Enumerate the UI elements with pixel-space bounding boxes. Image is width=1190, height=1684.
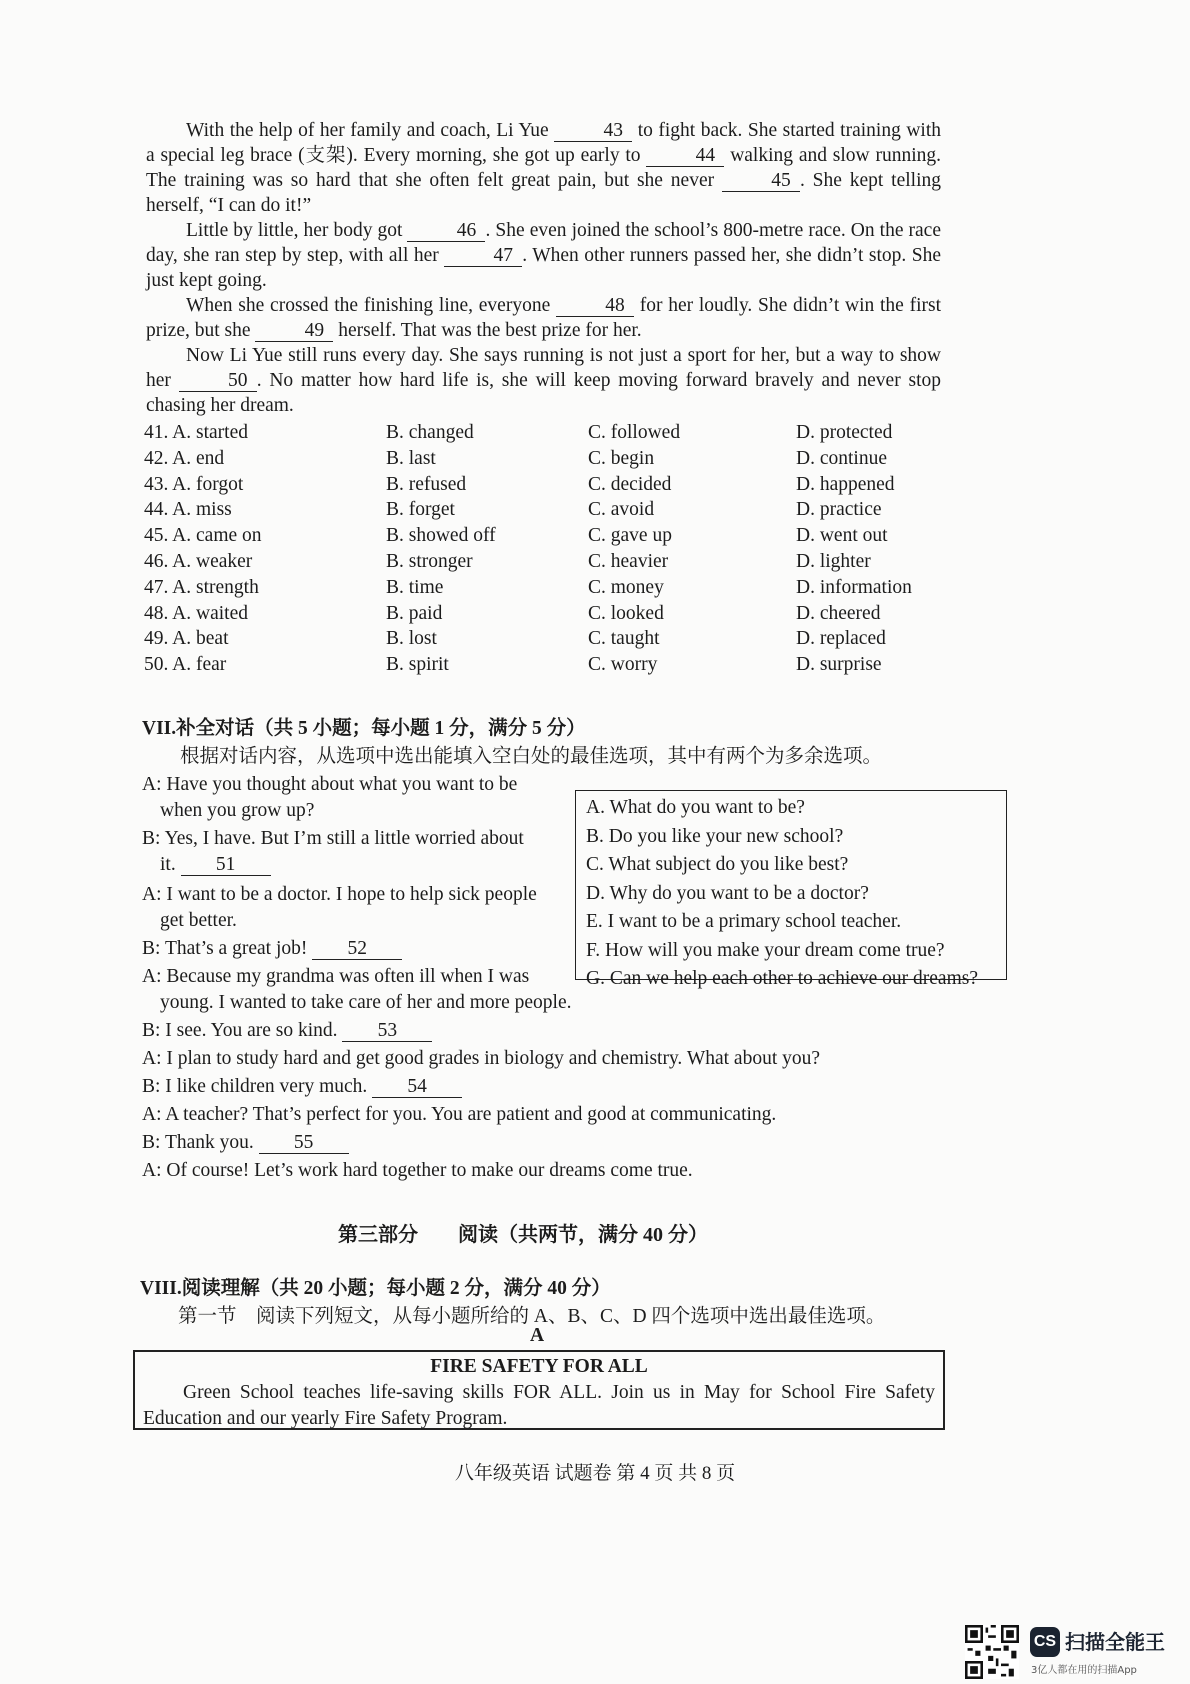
fire-safety-box bbox=[133, 1350, 945, 1430]
option-b: B. changed bbox=[386, 422, 474, 443]
cloze-paragraph-1 bbox=[146, 118, 941, 218]
blank-46: 46 bbox=[407, 221, 485, 242]
option-row-42 bbox=[144, 446, 964, 472]
blank-47: 47 bbox=[444, 246, 522, 267]
option-row-43 bbox=[144, 472, 964, 498]
option-b: B. refused bbox=[386, 473, 467, 495]
choice-a: A. What do you want to be? bbox=[586, 797, 805, 818]
option-row-41 bbox=[144, 420, 964, 446]
blank-48: 48 bbox=[556, 296, 634, 317]
option-c: C. looked bbox=[588, 602, 664, 624]
blank-50: 50 bbox=[179, 371, 257, 392]
dialogue-line bbox=[142, 852, 572, 878]
section-8-instruction: 第一节 阅读下列短文，从每小题所给的 A、B、C、D 四个选项中选出最佳选项。 bbox=[178, 1306, 886, 1327]
choice-b: B. Do you like your new school? bbox=[586, 825, 844, 847]
option-b: B. time bbox=[386, 576, 444, 598]
dialogue-line: when you grow up? bbox=[160, 800, 315, 821]
text: B: That’s a great job! bbox=[142, 938, 308, 959]
brand-name: 扫描全能王 bbox=[1065, 1630, 1165, 1654]
blank-49: 49 bbox=[255, 321, 333, 342]
option-a: 41. A. started bbox=[144, 422, 248, 443]
dialogue-line: A: I plan to study hard and get good grades in biology and chemistry. What about you? bbox=[142, 1048, 821, 1069]
scanner-watermark bbox=[965, 1625, 1175, 1681]
blank-54: 54 bbox=[372, 1077, 462, 1098]
option-d: D. cheered bbox=[796, 602, 881, 624]
option-c: C. followed bbox=[588, 422, 681, 443]
option-row-45 bbox=[144, 523, 964, 549]
option-a: 46. A. weaker bbox=[144, 550, 253, 572]
option-c: C. begin bbox=[588, 447, 655, 469]
dialogue-line: A: Have you thought about what you want to be bbox=[142, 774, 518, 795]
text: B: I see. You are so kind. bbox=[142, 1020, 338, 1041]
choice-e: E. I want to be a primary school teacher. bbox=[586, 911, 902, 932]
dialogue-full bbox=[142, 990, 1002, 1184]
option-d: D. happened bbox=[796, 473, 895, 495]
option-b: B. spirit bbox=[386, 654, 449, 676]
option-d: D. replaced bbox=[796, 628, 886, 650]
text: . When other runners passed her, she didn’t stop. She just kept going. bbox=[146, 245, 941, 291]
text: it. bbox=[160, 854, 176, 875]
option-b: B. last bbox=[386, 447, 436, 469]
blank-55: 55 bbox=[259, 1133, 349, 1154]
blank-43: 43 bbox=[554, 121, 632, 142]
fire-safety-title: FIRE SAFETY FOR ALL bbox=[430, 1356, 648, 1377]
blank-45: 45 bbox=[722, 171, 800, 192]
choice-f: F. How will you make your dream come true? bbox=[586, 939, 945, 961]
option-row-47 bbox=[144, 575, 964, 601]
dialogue-line: get better. bbox=[160, 910, 237, 931]
option-c: C. worry bbox=[588, 654, 658, 676]
option-row-49 bbox=[144, 626, 964, 652]
text: to fight back. She started training with a special leg brace (支架). Every morning, she got up early to bbox=[146, 120, 941, 166]
option-c: C. avoid bbox=[588, 499, 655, 521]
option-d: D. information bbox=[796, 576, 912, 598]
dialogue-line bbox=[142, 1018, 1002, 1044]
text: . She even joined the school’s 800-metre race. On the race day, she ran step by step, with all her bbox=[146, 220, 941, 266]
option-c: C. taught bbox=[588, 628, 660, 650]
choice-c: C. What subject do you like best? bbox=[586, 854, 849, 875]
option-d: D. surprise bbox=[796, 654, 882, 676]
part-3-title: 第三部分 阅读（共两节，满分 40 分） bbox=[338, 1224, 708, 1246]
option-b: B. lost bbox=[386, 628, 437, 650]
camscanner-logo: CS bbox=[1030, 1627, 1060, 1657]
blank-53: 53 bbox=[342, 1021, 432, 1042]
option-c: C. heavier bbox=[588, 550, 669, 572]
text: Now Li Yue still runs every day. She says running is not just a sport for her, but a way to show her bbox=[146, 345, 941, 391]
dialogue-line: A: Of course! Let’s work hard together to make our dreams come true. bbox=[142, 1160, 693, 1181]
text: . She kept telling herself, “I can do it!” bbox=[146, 170, 941, 216]
option-a: 44. A. miss bbox=[144, 499, 232, 521]
text: With the help of her family and coach, Li Yue bbox=[186, 120, 555, 141]
dialogue-choices-box bbox=[575, 790, 1007, 989]
fire-safety-text: Green School teaches life-saving skills FOR ALL. Join us in May for School Fire Safety Education and our yearly Fire Safety Program. bbox=[143, 1382, 935, 1429]
text: B: Thank you. bbox=[142, 1132, 254, 1153]
text: B: I like children very much. bbox=[142, 1076, 368, 1097]
dialogue-line: A: Because my grandma was often ill when I was bbox=[142, 966, 530, 987]
text: . No matter how hard life is, she will keep moving forward bravely and never stop chasing her dream. bbox=[146, 370, 941, 416]
option-a: 42. A. end bbox=[144, 447, 225, 469]
cloze-paragraph-3 bbox=[146, 293, 941, 343]
option-c: C. gave up bbox=[588, 525, 672, 547]
qr-code-icon bbox=[965, 1625, 1019, 1679]
option-b: B. forget bbox=[386, 499, 455, 521]
text: walking and slow running. The training was so hard that she often felt great pain, but she never bbox=[146, 145, 941, 191]
blank-51: 51 bbox=[181, 855, 271, 876]
dialogue-line: young. I wanted to take care of her and more people. bbox=[160, 992, 572, 1013]
blank-52: 52 bbox=[312, 939, 402, 960]
section-7-instruction: 根据对话内容，从选项中选出能填入空白处的最佳选项，其中有两个为多余选项。 bbox=[180, 746, 883, 767]
blank-44: 44 bbox=[646, 146, 724, 167]
cloze-paragraph-4 bbox=[146, 343, 941, 418]
option-d: D. protected bbox=[796, 422, 893, 443]
cloze-paragraph-2 bbox=[146, 218, 941, 293]
choice-g: G. Can we help each other to achieve our dreams? bbox=[586, 968, 978, 989]
option-c: C. decided bbox=[588, 473, 672, 495]
option-d: D. continue bbox=[796, 447, 887, 469]
text: Little by little, her body got bbox=[186, 220, 408, 241]
option-row-50 bbox=[144, 652, 964, 678]
option-a: 49. A. beat bbox=[144, 628, 229, 650]
option-a: 43. A. forgot bbox=[144, 473, 244, 495]
option-a: 47. A. strength bbox=[144, 576, 259, 598]
option-d: D. lighter bbox=[796, 550, 871, 572]
text: When she crossed the finishing line, everyone bbox=[186, 295, 556, 316]
option-a: 48. A. waited bbox=[144, 602, 248, 624]
dialogue-line bbox=[142, 1074, 1002, 1100]
option-b: B. paid bbox=[386, 602, 443, 624]
option-row-44 bbox=[144, 497, 964, 523]
dialogue-line bbox=[142, 1130, 1002, 1156]
page-footer: 八年级英语 试题卷 第 4 页 共 8 页 bbox=[454, 1463, 736, 1484]
option-a: 50. A. fear bbox=[144, 654, 227, 676]
brand-tagline: 3亿人都在用的扫描App bbox=[1031, 1665, 1137, 1676]
text: herself. That was the best prize for her. bbox=[333, 320, 642, 341]
section-7-title: VII.补全对话（共 5 小题；每小题 1 分，满分 5 分） bbox=[142, 718, 586, 739]
option-c: C. money bbox=[588, 576, 664, 598]
option-b: B. showed off bbox=[386, 525, 496, 547]
option-d: D. practice bbox=[796, 499, 882, 521]
option-b: B. stronger bbox=[386, 550, 473, 572]
cloze-options-table bbox=[144, 420, 964, 678]
choice-d: D. Why do you want to be a doctor? bbox=[586, 882, 869, 904]
dialogue-line: B: Yes, I have. But I’m still a little worried about bbox=[142, 828, 524, 849]
passage-letter: A bbox=[530, 1325, 545, 1346]
dialogue-left bbox=[142, 772, 572, 990]
option-row-48 bbox=[144, 601, 964, 627]
option-row-46 bbox=[144, 549, 964, 575]
option-d: D. went out bbox=[796, 525, 888, 547]
option-a: 45. A. came on bbox=[144, 525, 262, 547]
dialogue-line: A: I want to be a doctor. I hope to help sick people bbox=[142, 884, 537, 905]
dialogue-line bbox=[142, 936, 572, 962]
text: for her loudly. She didn’t win the first prize, but she bbox=[146, 295, 941, 341]
dialogue-line: A: A teacher? That’s perfect for you. You are patient and good at communicating. bbox=[142, 1104, 777, 1125]
section-8-title: VIII.阅读理解（共 20 小题；每小题 2 分，满分 40 分） bbox=[140, 1278, 611, 1299]
